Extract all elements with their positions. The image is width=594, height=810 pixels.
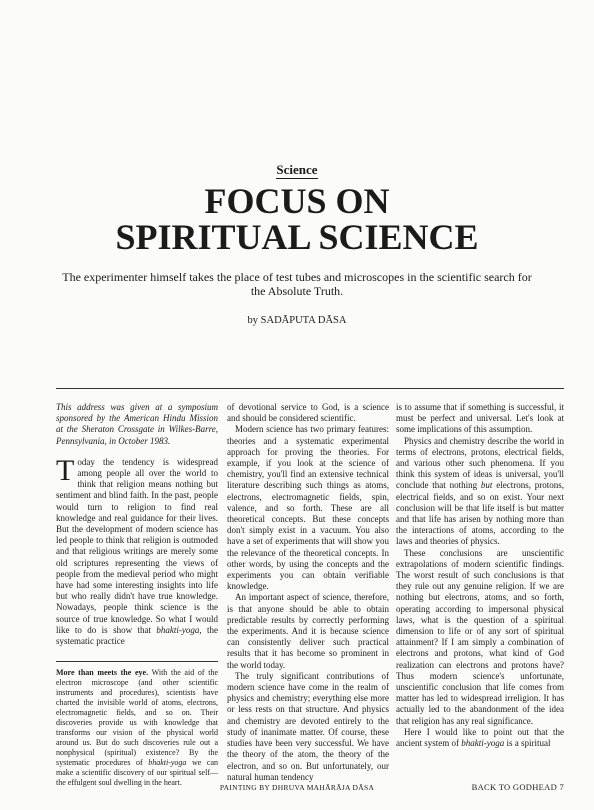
byline: by SADĀPUTA DĀSA <box>247 315 347 326</box>
section-label: Science <box>276 162 318 177</box>
body-paragraph: An important aspect of science, therefore, is that anyone should be able to obtain predictable results by correctly performing the experiments. And it is because science can consistently deliver such practical results that it has become so prominent in the world today. <box>227 592 389 670</box>
body-paragraph: Here I would like to point out that the ancient system of bhakti-yoga is a spiritual <box>396 726 564 749</box>
column-1 <box>56 402 218 788</box>
column-3 <box>396 402 564 749</box>
body-paragraph: Physics and chemistry describe the world in terms of electrons, protons, electrical fields, and various other such phenomena. If you think this system of ideas is universal, you'll conclude that nothing but electrons, protons, electrical fields, and so on exist. Your next conclusion will be that life itself is but matter and that life has arisen by nothing more than the interactions of atoms, according to the laws and theories of physics. <box>396 435 564 547</box>
caption-lead: More than meets the eye. <box>56 668 149 678</box>
image-caption: More than meets the eye. With the aid of the electron microscope (and other scientific instruments and procedures), scientists have charted the invisible world of atoms, electrons, electromagnetic fields, and so on. Their discoveries provide us with knowledge that transforms our vision of the physical world around us. But do such discoveries rule out a nonphysical (spiritual) existence? By the systematic procedures of bhakti-yoga we can make a scientific discovery of our spiritual self—the effulgent soul dwelling in the heart. <box>56 661 218 788</box>
body-paragraph: is to assume that if something is successful, it must be perfect and universal. Let's look at some implications of this assumption. <box>396 402 564 435</box>
drop-cap: T <box>56 453 75 487</box>
title-line-2: SPIRITUAL SCIENCE <box>115 217 479 257</box>
body-paragraph: Modern science has two primary features: theories and a systematic experimental approach for proving the theories. For example, if you look at the science of chemistry, you'll find an extensive technical literature describing such things as atoms, electrons, electromagnetic fields, spin, valence, and so forth. These are all theoretical concepts. But these concepts don't simply exist in a vacuum. You also have a set of experiments that will show you the relevance of the theoretical concepts. In other words, by using the concepts and the experiments you can obtain verifiable knowledge. <box>227 424 389 592</box>
painting-credit: PAINTING BY DHRUVA MAHĀRĀJA DĀSA <box>219 783 375 792</box>
article-subtitle: The experimenter himself takes the place of test tubes and microscopes in the scientific search for the Absolute Truth. <box>62 270 532 298</box>
body-paragraph: of devotional service to God, is a science and should be considered scientific. <box>227 402 389 424</box>
article-title <box>0 183 594 255</box>
body-paragraph: The truly significant contributions of modern science have come in the realm of physics and chemistry; everything else more or less rests on that structure. And physics and chemistry are devoted entirely to the study of inanimate matter. Of course, these studies have been very successful. We have the theory of the atom, the theory of the electron, and so on. But unfortunately, our natural human tendency <box>227 670 389 782</box>
page-footer: BACK TO GODHEAD 7 <box>471 782 564 792</box>
header-divider <box>56 388 564 389</box>
column-2 <box>227 402 389 783</box>
body-paragraph: Today the tendency is widespread among people all over the world to think that religion means nothing but sentiment and blind faith. In the past, people would turn to religion to find real knowledge and real guidance for their lives. But the development of modern science has led people to think that religion is outmoded and that religious writings are merely some old scriptures representing the views of people from the medieval period who might have had some interesting insights into life but who really didn't have true knowledge. Nowadays, people think science is the source of true knowledge. So what I would like to do is show that bhakti-yoga, the systematic practice <box>56 453 218 647</box>
intro-note: This address was given at a symposium sponsored by the American Hindu Mission at the Sheraton Crossgate in Wilkes-Barre, Pennsylvania, in October 1983. <box>56 402 218 446</box>
body-paragraph: These conclusions are unscientific extrapolations of modern scientific findings. The worst result of such conclusions is that they rule out any genuine religion. If we are nothing but electrons, atoms, and so forth, operating according to impersonal physical laws, what is the question of a spiritual dimension to life or of any sort of spiritual attainment? If I am simply a combination of electrons and protons, what kind of God realization can electrons and protons have? Thus modern science's unfortunate, unscientific conclusion that life comes from matter has led to widespread irreligion. It has actually led to the abandonment of the idea that religion has any real significance. <box>396 547 564 726</box>
title-line-1: FOCUS ON <box>204 181 390 221</box>
